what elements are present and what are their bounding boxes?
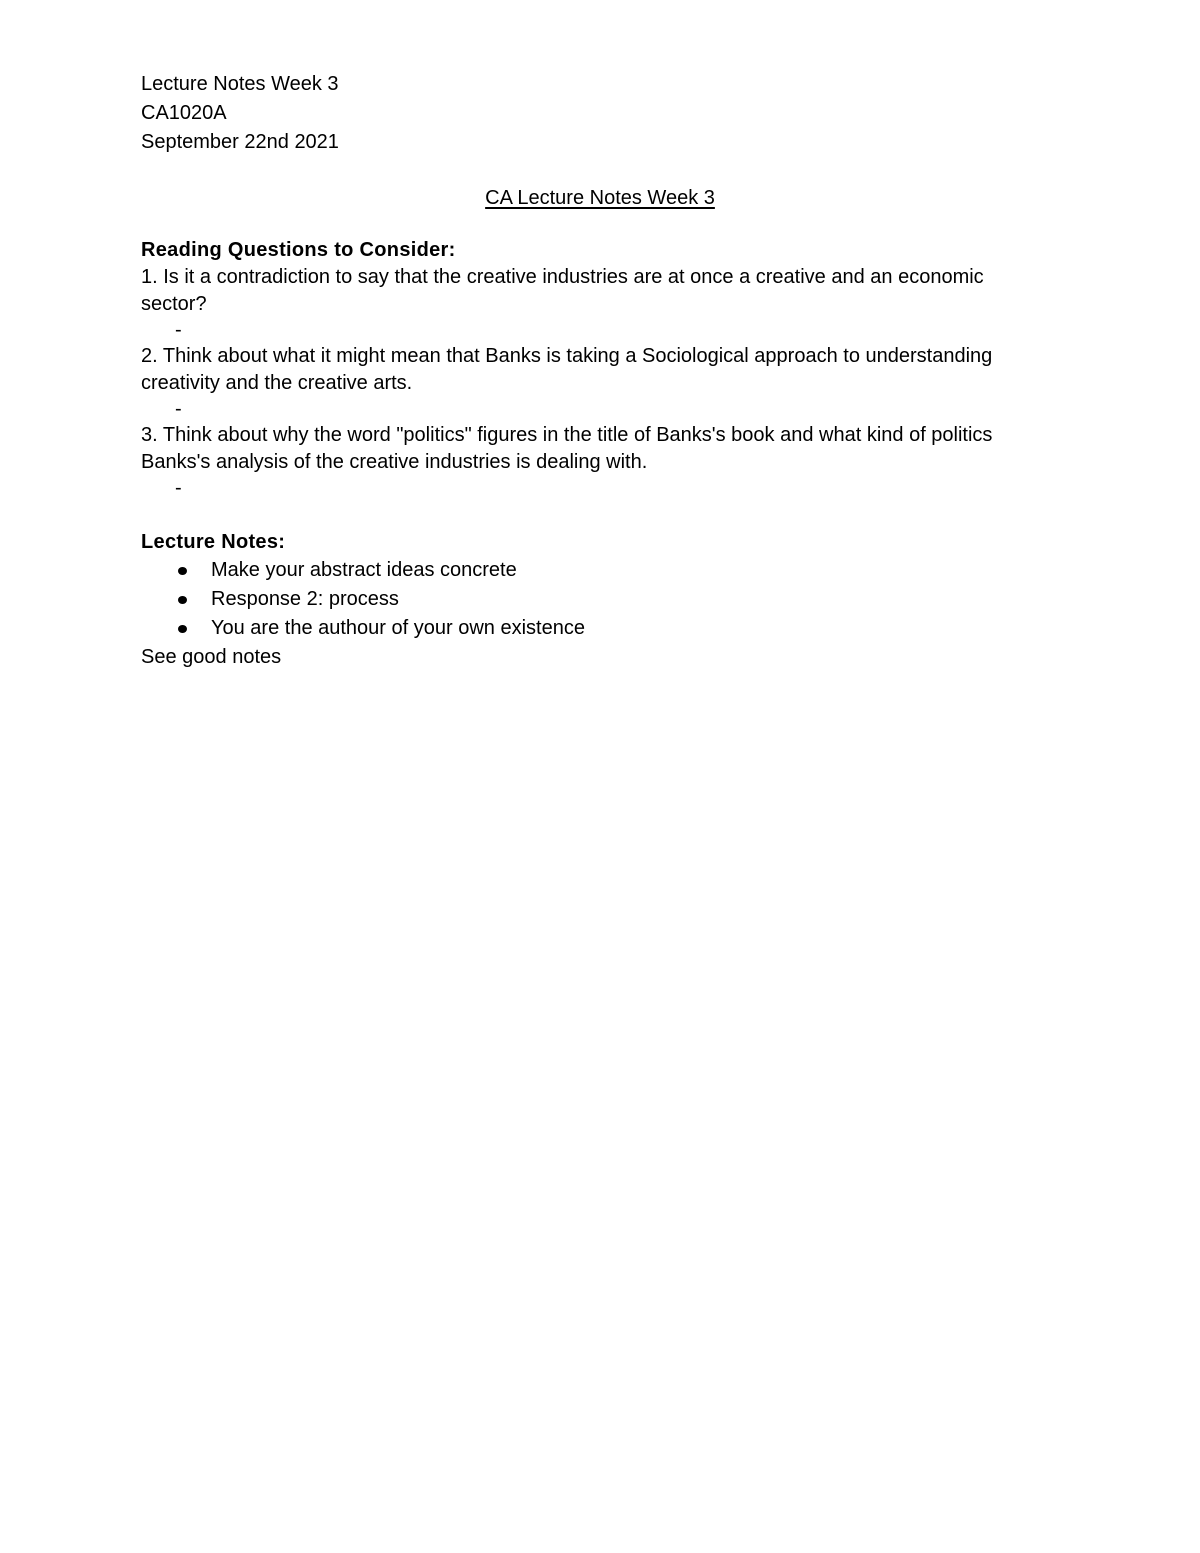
document-title bbox=[141, 184, 1059, 212]
header-date: September 22nd 2021 bbox=[141, 131, 339, 153]
document-content bbox=[141, 70, 1041, 672]
reading-questions-heading: Reading Questions to Consider: bbox=[141, 239, 456, 261]
list-item-text: Response 2: process bbox=[211, 588, 399, 610]
reading-questions-section bbox=[141, 236, 1041, 501]
list-item bbox=[141, 614, 1041, 643]
list-item bbox=[141, 585, 1041, 614]
bullet-icon bbox=[178, 625, 187, 633]
list-item-text: You are the authour of your own existence bbox=[211, 617, 585, 639]
reading-question-1: 1. Is it a contradiction to say that the creative industries are at once a creative and an economic sector? bbox=[141, 266, 984, 315]
list-item-text: Make your abstract ideas concrete bbox=[211, 559, 517, 581]
lecture-notes-heading: Lecture Notes: bbox=[141, 531, 286, 553]
reading-question-3: 3. Think about why the word "politics" figures in the title of Banks's book and what kind of politics Banks's analysis of the creative industries is dealing with. bbox=[141, 424, 993, 473]
lecture-notes-list bbox=[141, 556, 1041, 643]
list-item bbox=[141, 556, 1041, 585]
document-header bbox=[141, 70, 1041, 157]
closing-note: See good notes bbox=[141, 646, 282, 668]
reading-question-2: 2. Think about what it might mean that Banks is taking a Sociological approach to understanding creativity and the creative arts. bbox=[141, 345, 993, 394]
lecture-notes-section bbox=[141, 528, 1041, 672]
header-course-code: CA1020A bbox=[141, 102, 227, 124]
reading-question-2-dash: - bbox=[175, 398, 182, 420]
reading-question-1-dash: - bbox=[175, 319, 182, 341]
document-title-text: CA Lecture Notes Week 3 bbox=[485, 187, 715, 209]
bullet-icon bbox=[178, 596, 187, 604]
reading-question-3-dash: - bbox=[175, 477, 182, 499]
bullet-icon bbox=[178, 567, 187, 575]
header-course-title: Lecture Notes Week 3 bbox=[141, 73, 339, 95]
